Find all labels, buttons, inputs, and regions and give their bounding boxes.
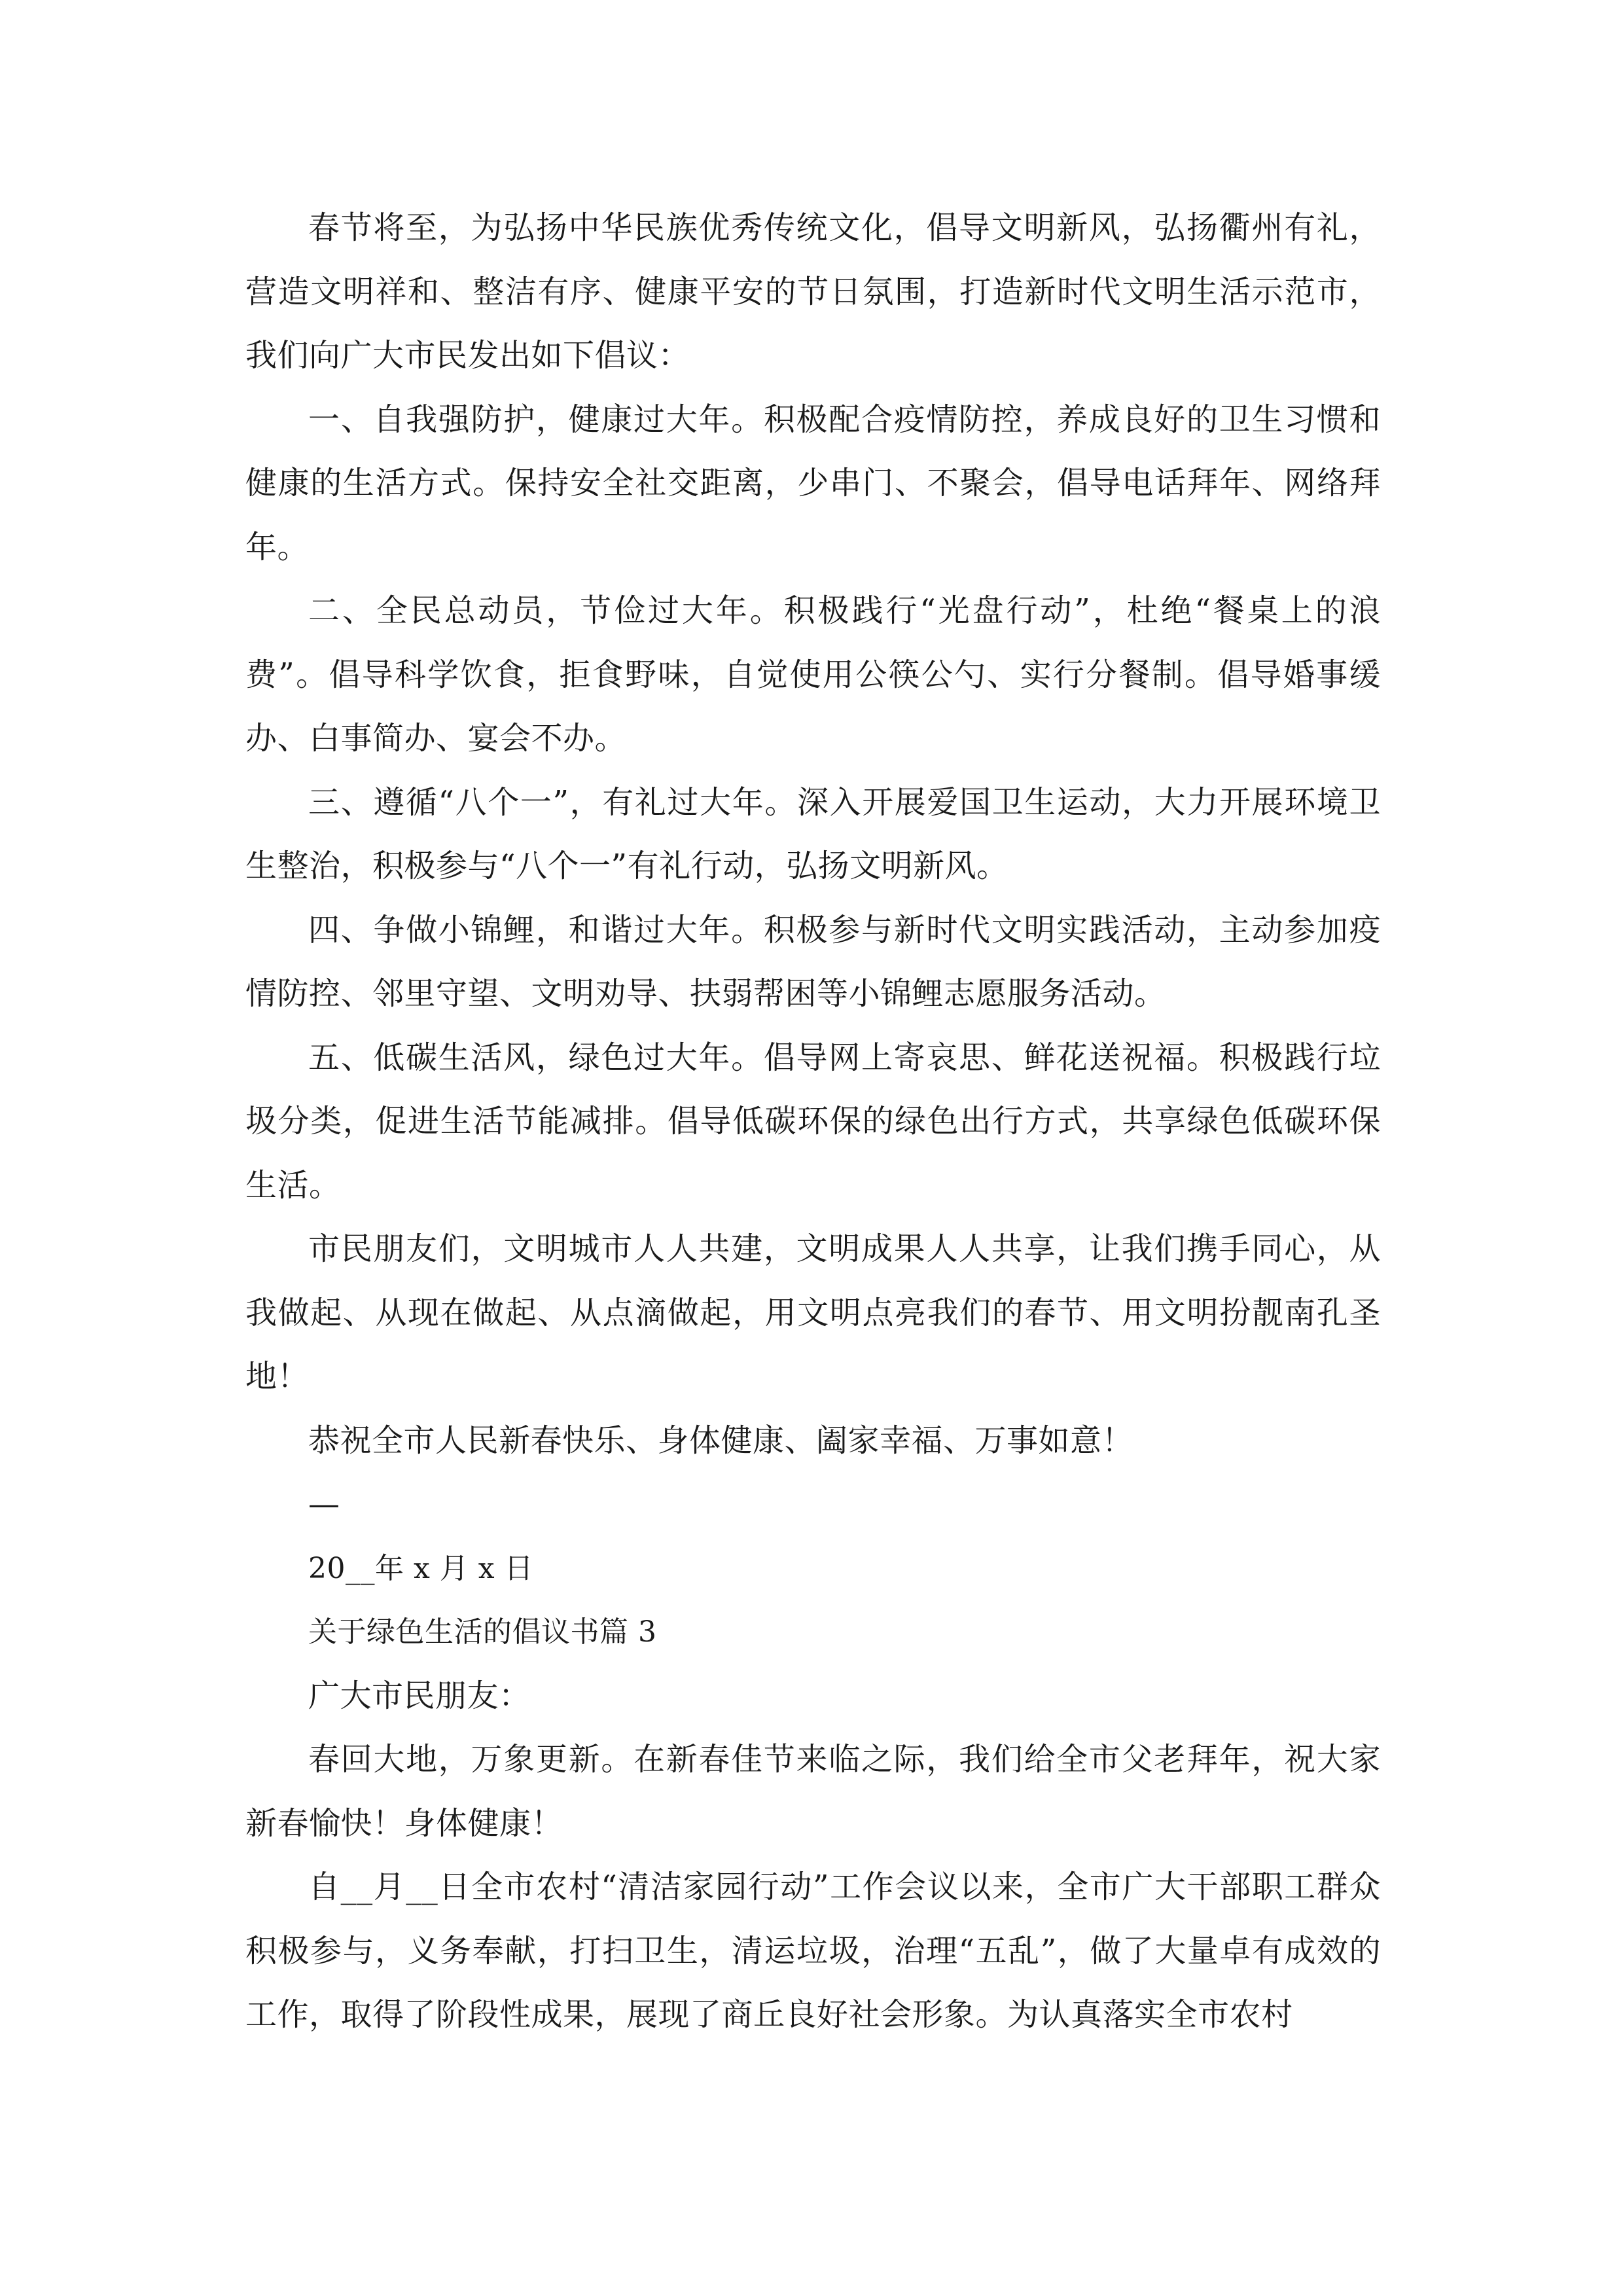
paragraph-item-2: 二、全民总动员，节俭过大年。积极践行“光盘行动”，杜绝“餐桌上的浪费”。倡导科学饮食，拒食野味，自觉使用公筷公勺、实行分餐制。倡导婚事缓办、白事简办、宴会不办。 (245, 592, 1381, 757)
signature-dash: — (308, 1486, 340, 1522)
paragraph-greeting: 恭祝全市人民新春快乐、身体健康、阖家幸福、万事如意！ (308, 1422, 1134, 1459)
document-body (245, 196, 1381, 2047)
paragraph-clean-home: 自__月__日全市农村“清洁家园行动”工作会议以来，全市广大干部职工群众积极参与，义务奉献，打扫卫生，清运垃圾，治理“五乱”，做了大量卓有成效的工作，取得了阶段性成果，展现了商丘良好社会形象。为认真落实全市农村 (245, 1869, 1381, 2033)
paragraph-new-year: 春回大地，万象更新。在新春佳节来临之际，我们给全市父老拜年，祝大家新春愉快！身体健康！ (245, 1741, 1381, 1842)
paragraph-item-5: 五、低碳生活风，绿色过大年。倡导网上寄哀思、鲜花送祝福。积极践行垃圾分类，促进生活节能减排。倡导低碳环保的绿色出行方式，共享绿色低碳环保生活。 (245, 1039, 1381, 1204)
date-line: 20__年 x 月 x 日 (308, 1551, 534, 1585)
paragraph-item-3: 三、遵循“八个一”，有礼过大年。深入开展爱国卫生运动，大力开展环境卫生整治，积极参与“八个一”有礼行动，弘扬文明新风。 (245, 783, 1381, 884)
section-title: 关于绿色生活的倡议书篇 3 (308, 1615, 657, 1649)
paragraph-intro: 春节将至，为弘扬中华民族优秀传统文化，倡导文明新风，弘扬衢州有礼，营造文明祥和、整洁有序、健康平安的节日氛围，打造新时代文明生活示范市，我们向广大市民发出如下倡议： (245, 209, 1381, 374)
paragraph-item-1: 一、自我强防护，健康过大年。积极配合疫情防控，养成良好的卫生习惯和健康的生活方式。保持安全社交距离，少串门、不聚会，倡导电话拜年、网络拜年。 (245, 401, 1381, 565)
salutation: 广大市民朋友： (308, 1677, 531, 1714)
paragraph-closing: 市民朋友们，文明城市人人共建，文明成果人人共享，让我们携手同心，从我做起、从现在做起、从点滴做起，用文明点亮我们的春节、用文明扮靓南孔圣地！ (245, 1230, 1381, 1395)
paragraph-item-4: 四、争做小锦鲤，和谐过大年。积极参与新时代文明实践活动，主动参加疫情防控、邻里守望、文明劝导、扶弱帮困等小锦鲤志愿服务活动。 (245, 911, 1381, 1012)
